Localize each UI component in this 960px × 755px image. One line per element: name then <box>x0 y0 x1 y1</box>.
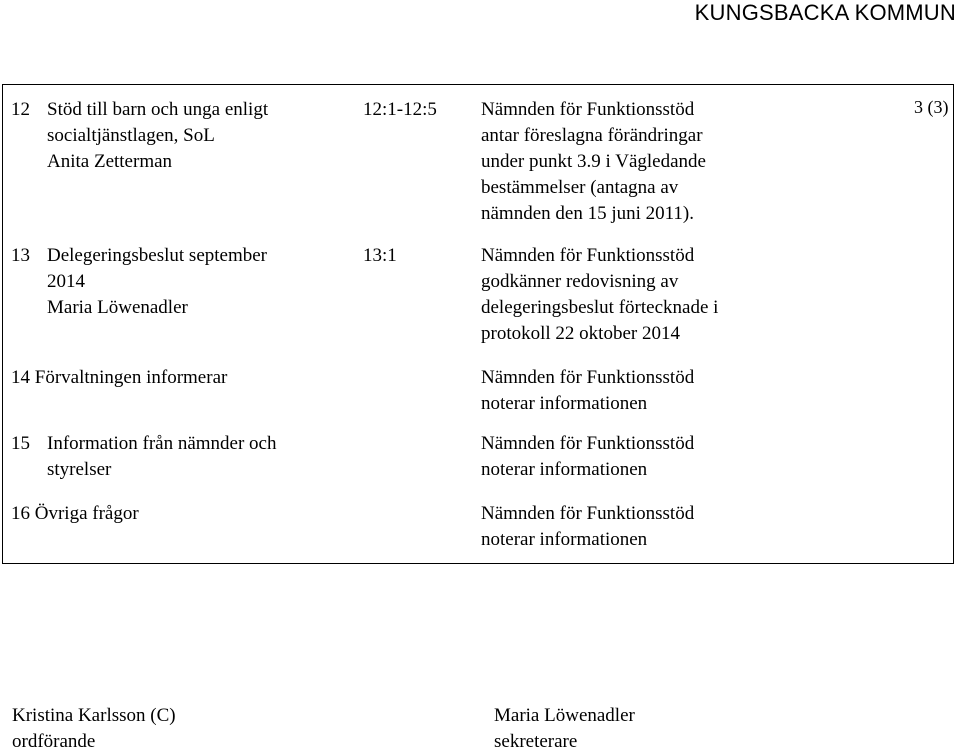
decision-line: Nämnden för Funktionsstöd <box>481 503 695 524</box>
item-number: 13 <box>11 245 30 266</box>
item-decision <box>481 97 706 227</box>
decision-line: Nämnden för Funktionsstöd <box>481 245 695 266</box>
decision-line: protokoll 22 oktober 2014 <box>481 323 680 344</box>
item-title: 14 Förvaltningen informerar <box>11 367 228 388</box>
item-title-line: 2014 <box>47 271 85 292</box>
item-title-line: socialtjänstlagen, SoL <box>47 125 215 146</box>
item-decision <box>481 243 718 347</box>
item-title <box>47 97 268 175</box>
item-title-line: Information från nämnder och <box>47 433 277 454</box>
item-number: 15 <box>11 433 30 454</box>
item-decision <box>481 501 694 553</box>
item-presenter: Anita Zetterman <box>47 151 173 172</box>
agenda-table <box>2 84 954 564</box>
decision-line: noterar informationen <box>481 529 648 550</box>
decision-line: noterar informationen <box>481 393 648 414</box>
decision-line: Nämnden för Funktionsstöd <box>481 99 695 120</box>
organization-name: KUNGSBACKA KOMMUN <box>694 0 956 25</box>
item-number: 12 <box>11 99 30 120</box>
item-reference: 12:1-12:5 <box>363 99 437 120</box>
item-title-line: Delegeringsbeslut september <box>47 245 268 266</box>
decision-line: antar föreslagna förändringar <box>481 125 703 146</box>
signature-secretary <box>494 703 635 755</box>
item-title: 16 Övriga frågor <box>11 503 139 524</box>
item-title <box>47 431 277 483</box>
decision-line: under punkt 3.9 i Vägledande <box>481 151 706 172</box>
item-title <box>47 243 267 321</box>
decision-line: Nämnden för Funktionsstöd <box>481 433 695 454</box>
item-decision <box>481 431 694 483</box>
decision-line: delegeringsbeslut förtecknade i <box>481 297 719 318</box>
signature-chair <box>12 703 176 755</box>
decision-line: godkänner redovisning av <box>481 271 679 292</box>
decision-line: noterar informationen <box>481 459 648 480</box>
item-presenter: Maria Löwenadler <box>47 297 188 318</box>
item-title-line: styrelser <box>47 459 112 480</box>
signature-role: ordförande <box>12 731 96 752</box>
item-reference: 13:1 <box>363 245 397 266</box>
signature-name: Maria Löwenadler <box>494 705 635 726</box>
signature-name: Kristina Karlsson (C) <box>12 705 176 726</box>
decision-line: bestämmelser (antagna av <box>481 177 679 198</box>
item-decision <box>481 365 694 417</box>
item-title-line: Stöd till barn och unga enligt <box>47 99 269 120</box>
page-number: 3 (3) <box>914 97 949 117</box>
decision-line: nämnden den 15 juni 2011). <box>481 203 695 224</box>
decision-line: Nämnden för Funktionsstöd <box>481 367 695 388</box>
signature-role: sekreterare <box>494 731 578 752</box>
